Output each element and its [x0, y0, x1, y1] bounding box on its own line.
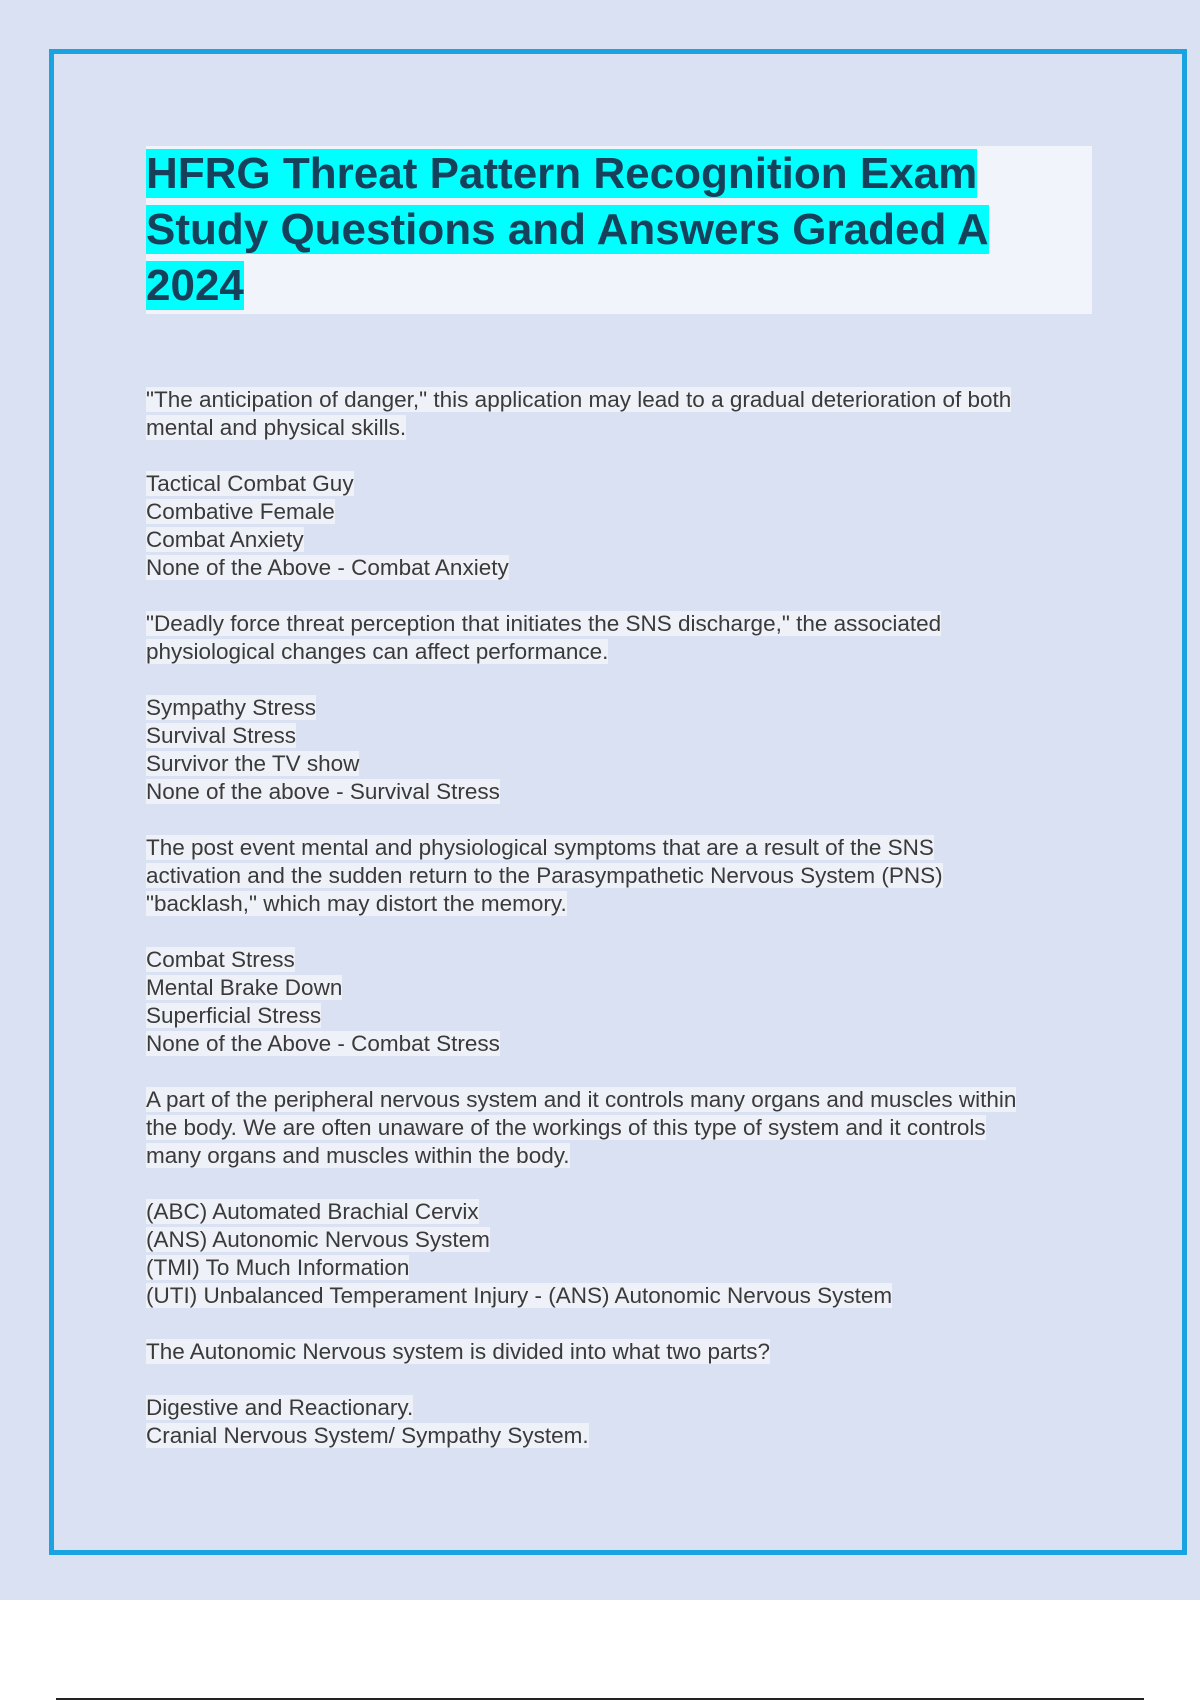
title-line: 2024	[146, 261, 244, 310]
question-prompt	[146, 386, 1096, 442]
answer-option: None of the Above - Combat Anxiety	[146, 555, 509, 580]
title-line: Study Questions and Answers Graded A	[146, 205, 989, 254]
prompt-line: "The anticipation of danger," this application may lead to a gradual deterioration of both	[146, 387, 1012, 412]
prompt-line: the body. We are often unaware of the workings of this type of system and it controls	[146, 1115, 986, 1140]
title-line: HFRG Threat Pattern Recognition Exam	[146, 149, 978, 198]
question-prompt	[146, 610, 1096, 666]
answer-option: (ANS) Autonomic Nervous System	[146, 1227, 490, 1252]
answer-option: Superficial Stress	[146, 1003, 322, 1028]
answer-option: Digestive and Reactionary.	[146, 1395, 414, 1420]
answer-options	[146, 1198, 1096, 1310]
title-block	[146, 146, 1092, 314]
prompt-line: mental and physical skills.	[146, 415, 407, 440]
question-prompt	[146, 1086, 1096, 1170]
answer-option: (TMI) To Much Information	[146, 1255, 410, 1280]
answer-option: (ABC) Automated Brachial Cervix	[146, 1199, 479, 1224]
question-prompt	[146, 1338, 1096, 1366]
answer-option: Survival Stress	[146, 723, 297, 748]
answer-options	[146, 470, 1096, 582]
answer-option: Combative Female	[146, 499, 335, 524]
prompt-line: activation and the sudden return to the Parasympathetic Nervous System (PNS)	[146, 863, 943, 888]
answer-option: (UTI) Unbalanced Temperament Injury - (ANS) Autonomic Nervous System	[146, 1283, 893, 1308]
document-title	[146, 146, 1092, 314]
prompt-line: The post event mental and physiological symptoms that are a result of the SNS	[146, 835, 934, 860]
answer-option: Cranial Nervous System/ Sympathy System.	[146, 1423, 589, 1448]
prompt-line: The Autonomic Nervous system is divided into what two parts?	[146, 1339, 771, 1364]
prompt-line: A part of the peripheral nervous system and it controls many organs and muscles within	[146, 1087, 1017, 1112]
answer-option: Mental Brake Down	[146, 975, 343, 1000]
answer-option: Combat Anxiety	[146, 527, 304, 552]
answer-options	[146, 1394, 1096, 1450]
prompt-line: "backlash," which may distort the memory.	[146, 891, 567, 916]
answer-option: Sympathy Stress	[146, 695, 317, 720]
answer-option: Tactical Combat Guy	[146, 471, 354, 496]
document-content	[146, 146, 1096, 1478]
answer-option: Combat Stress	[146, 947, 295, 972]
prompt-line: many organs and muscles within the body.	[146, 1143, 570, 1168]
prompt-line: "Deadly force threat perception that initiates the SNS discharge," the associated	[146, 611, 942, 636]
answer-options	[146, 946, 1096, 1058]
answer-option: None of the above - Survival Stress	[146, 779, 500, 804]
question-prompt	[146, 834, 1096, 918]
answer-options	[146, 694, 1096, 806]
prompt-line: physiological changes can affect performance.	[146, 639, 609, 664]
answer-option: None of the Above - Combat Stress	[146, 1031, 500, 1056]
question-list	[146, 386, 1096, 1450]
answer-option: Survivor the TV show	[146, 751, 360, 776]
